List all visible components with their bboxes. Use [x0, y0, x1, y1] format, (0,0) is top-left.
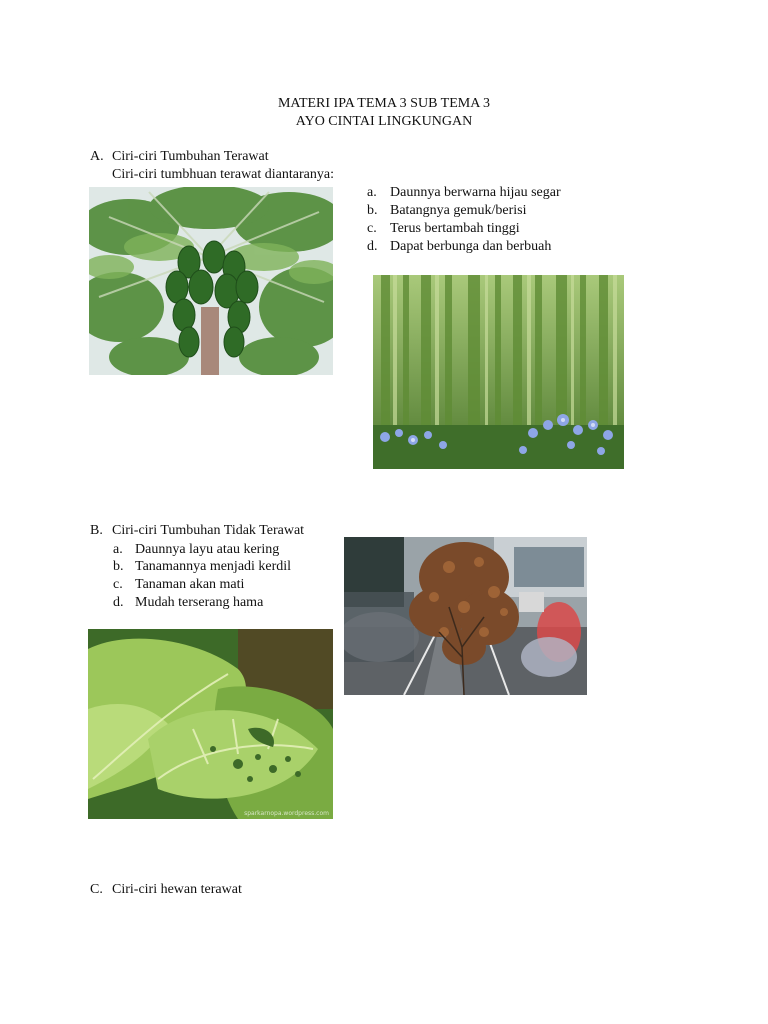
list-marker: a. [113, 542, 123, 557]
section-b-heading-text: Ciri-ciri Tumbuhan Tidak Terawat [112, 523, 305, 538]
dry-tree-street-photo [344, 537, 587, 695]
section-b-marker: B. [90, 523, 103, 538]
section-b-item [113, 576, 244, 594]
list-marker: b. [367, 203, 378, 218]
photo-credit: sparkarnopa.wordpress.com [244, 810, 329, 817]
list-marker: c. [113, 577, 123, 592]
bamboo-forest-photo [373, 275, 624, 469]
list-marker: d. [367, 239, 378, 254]
document-title-line-1: MATERI IPA TEMA 3 SUB TEMA 3 [277, 96, 491, 111]
list-item-text: Daunnya berwarna hijau segar [390, 185, 561, 200]
section-c-heading-text: Ciri-ciri hewan terawat [112, 882, 242, 897]
section-b-item [113, 541, 279, 559]
document-title-line-2: AYO CINTAI LINGKUNGAN [295, 114, 473, 129]
section-a-marker: A. [90, 149, 104, 164]
list-item-text: Terus bertambah tinggi [390, 221, 520, 236]
section-b-heading [90, 522, 304, 540]
list-item-text: Tanaman akan mati [135, 577, 245, 592]
list-item-text: Daunnya layu atau kering [135, 542, 280, 557]
section-c-heading [90, 881, 242, 899]
section-c-marker: C. [90, 882, 103, 897]
list-item-text: Dapat berbunga dan berbuah [390, 239, 552, 254]
section-a-heading [90, 148, 269, 166]
list-item-text: Tanamannya menjadi kerdil [135, 559, 292, 574]
section-a-item [367, 238, 551, 256]
section-a-intro: Ciri-ciri tumbhuan terawat diantaranya: [112, 167, 334, 182]
list-item-text: Mudah terserang hama [135, 595, 264, 610]
section-a-item [367, 202, 526, 220]
list-marker: b. [113, 559, 124, 574]
damaged-leaf-photo [88, 629, 333, 819]
list-marker: c. [367, 221, 377, 236]
section-b-item [113, 594, 263, 612]
papaya-tree-photo [89, 187, 333, 375]
section-a-item [367, 184, 561, 202]
list-marker: d. [113, 595, 124, 610]
section-a-item [367, 220, 520, 238]
list-item-text: Batangnya gemuk/berisi [390, 203, 527, 218]
section-b-item [113, 558, 291, 576]
list-marker: a. [367, 185, 377, 200]
section-a-heading-text: Ciri-ciri Tumbuhan Terawat [112, 149, 269, 164]
